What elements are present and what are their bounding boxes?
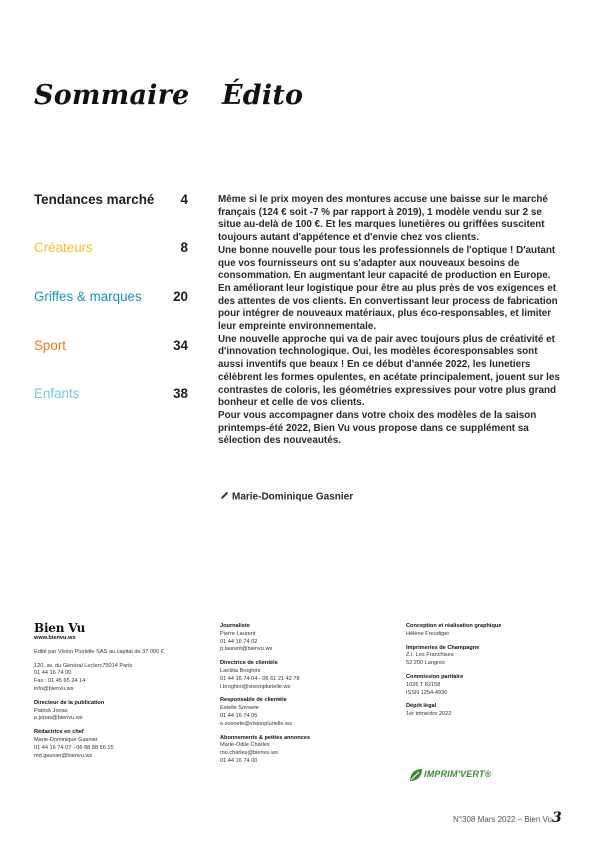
credit-line: 01 44 16 74 07 - 06 88 88 56 15	[34, 744, 114, 751]
credit-title: Abonnements & petites annonces	[220, 734, 311, 741]
toc-item-griffes-marques[interactable]	[34, 287, 188, 307]
publisher-email[interactable]: info@bienvu.ws	[34, 685, 74, 692]
credit-line: 01 44 16 74 05	[220, 712, 258, 719]
publisher-address: 120, av. du Général Leclerc75014 Paris	[34, 662, 133, 669]
toc-item-enfants[interactable]	[34, 384, 188, 404]
leaf-icon	[408, 767, 424, 783]
credit-block	[34, 729, 209, 760]
masthead-publisher	[34, 621, 209, 766]
publisher-fax: Fax : 01 45 65 24 14	[34, 678, 86, 685]
edito-title: Édito	[222, 80, 304, 111]
toc-item-label: Tendances marché	[34, 192, 155, 207]
credit-block	[220, 623, 390, 654]
edito-paragraph: Une bonne nouvelle pour tous les professionnels de l'optique ! D'autant que vos fournisseurs ont su s'adapter aux nouveaux besoins de consommation. En augmentant leur capacité de production en Europe. En améliorant leur logistique pour être au plus près de vos exigences et des attentes de vos clients. En convertissant leur process de fabrication pour intégrer de nouveaux matériaux, plus éco-responsables, et limiter leur empreinte environnementale.	[218, 244, 558, 333]
toc-item-label: Créateurs	[34, 240, 93, 255]
credit-title: Responsable de clientèle	[220, 697, 287, 704]
credit-title: Directeur de la publication	[34, 699, 105, 706]
bien-vu-logo: Bien Vu	[34, 621, 86, 635]
credit-line[interactable]: p.laurent@bienvu.ws	[220, 646, 273, 653]
edito-signature	[220, 491, 353, 503]
credit-line: Laetitia Broghini	[220, 667, 261, 674]
toc-item-label: Sport	[34, 338, 67, 353]
imprim-vert-logo	[408, 767, 498, 785]
credit-line: Hélène Freudiger	[406, 630, 450, 637]
toc-item-page: 34	[173, 338, 188, 353]
credit-line: 52 200 Langres	[406, 660, 445, 667]
credit-line: 01 44 16 74 04 - 06 61 21 42 78	[220, 675, 300, 682]
credit-line: Marie-Odile Charles	[220, 742, 270, 749]
credit-line: 01 44 16 74 02	[220, 638, 258, 645]
pen-icon	[220, 491, 229, 503]
toc-item-label: Griffes & marques	[34, 289, 142, 304]
credit-line: 1er trimestre 2022	[406, 711, 452, 718]
credit-line: 1026 T 82158	[406, 681, 441, 688]
signature-name: Marie-Dominique Gasnier	[232, 491, 354, 503]
credit-line[interactable]: md.gasnier@bienvu.ws	[34, 752, 93, 759]
credit-line: Estelle Sovoete	[220, 705, 259, 712]
credit-block	[220, 697, 390, 728]
credit-line: ISSN 1254-4930	[406, 689, 448, 696]
toc-item-page: 20	[173, 289, 188, 304]
credit-block	[406, 645, 566, 668]
credit-block	[406, 674, 566, 697]
toc-item-page: 4	[180, 192, 188, 207]
imprim-vert-label: IMPRIM'VERT®	[424, 769, 492, 779]
credit-line: Patrick Jonas	[34, 707, 68, 714]
credit-block	[34, 700, 209, 723]
toc-item-label: Enfants	[34, 386, 80, 401]
credit-line[interactable]: l.broghini@visionplurielle.ws	[220, 683, 291, 690]
edito-paragraph: Même si le prix moyen des montures accuse une baisse sur le marché français (124 € soit -7 % par rapport à 2019), 1 modèle vendu sur 2 se situe au-delà de 100 €. Et les marques lunetières ou griffées suscitent toujours autant d'appétence et d'envie chez vos clients.	[218, 194, 548, 244]
credit-block	[406, 623, 566, 639]
credit-line: 01 44 16 74 00	[220, 757, 258, 764]
credit-title: Rédactrice en chef	[34, 729, 84, 736]
edito-paragraph: Une nouvelle approche qui va de pair avec toujours plus de créativité et d'innovation technologique. Oui, les modèles écoresponsables sont aussi inventifs que beaux ! En ce début d'année 2022, les lunetiers célèbrent les formes opulentes, en acétate principalement, jouent sur les contrastes de coloris, les géométries expressives pour votre plus grand bonheur et celle de vos clients.	[218, 333, 560, 409]
credit-line: Z.I. Les Franchises	[406, 652, 454, 659]
credit-line: Pierre Laurent	[220, 630, 256, 637]
edito-paragraph: Pour vous accompagner dans votre choix des modèles de la saison printemps-été 2022, Bien Vu vous propose dans ce supplément sa sélection des nouveautés.	[218, 409, 537, 447]
toc-item-sport[interactable]	[34, 336, 188, 356]
toc-item-page: 38	[173, 386, 188, 401]
edito-text	[218, 194, 564, 448]
credit-block	[220, 735, 390, 766]
credit-line: Marie-Dominique Gasnier	[34, 736, 98, 743]
credit-title: Imprimeries de Champagne	[406, 644, 480, 651]
masthead-production	[406, 623, 566, 725]
toc-item-createurs[interactable]	[34, 238, 188, 258]
credit-line[interactable]: e.sovoete@visionplurielle.ws	[220, 720, 292, 727]
toc-item-tendances-marche[interactable]	[34, 190, 188, 210]
masthead-staff	[220, 623, 390, 772]
website-link[interactable]: www.bienvu.ws	[34, 635, 76, 641]
credit-title: Conception et réalisation graphique	[406, 623, 502, 629]
credit-title: Commission paritaire	[406, 673, 464, 680]
toc-item-page: 8	[180, 240, 188, 255]
page-number: 3	[552, 810, 562, 826]
credit-line[interactable]: mo.charles@bienvu.ws	[220, 750, 278, 757]
credit-block	[220, 660, 390, 691]
credit-title: Dépôt légal	[406, 703, 437, 710]
credit-title: Journaliste	[220, 623, 250, 629]
sommaire-title: Sommaire	[34, 80, 190, 111]
credit-line[interactable]: p.jonas@bienvu.ws	[34, 715, 83, 722]
credit-block	[406, 703, 566, 719]
publisher-line: Edité par Vision Plurielle SAS au capital de 37 000 €	[34, 648, 164, 655]
credit-title: Directrice de clientèle	[220, 660, 278, 667]
publisher-phone: 01 44 16 74 00	[34, 670, 72, 677]
folio: N°308 Mars 2022 – Bien Vu	[453, 815, 552, 824]
